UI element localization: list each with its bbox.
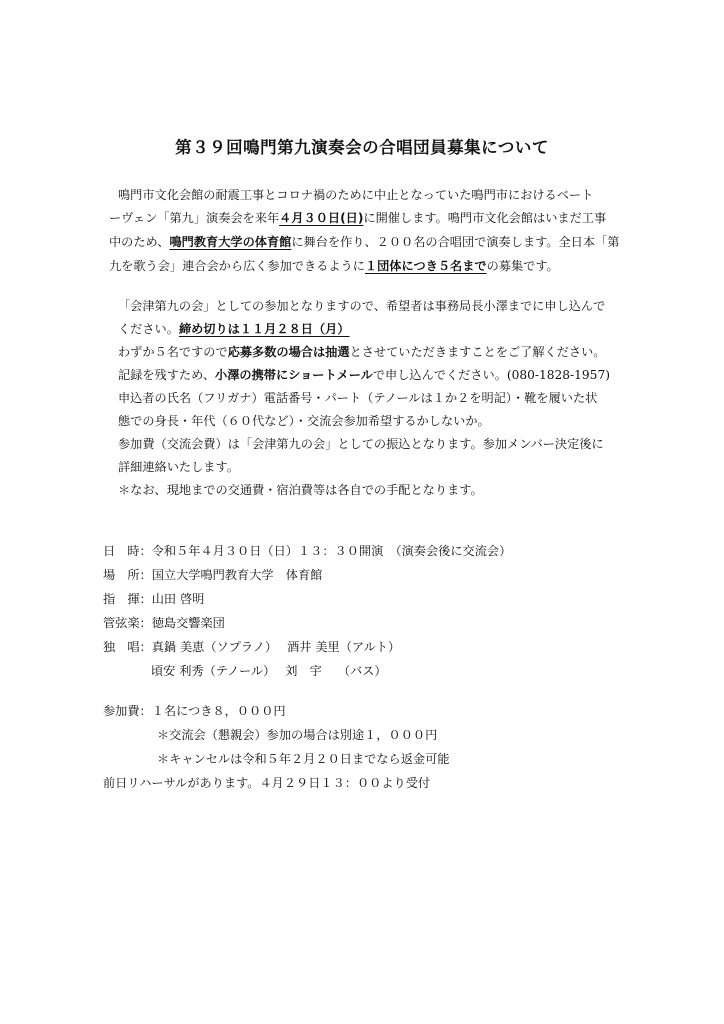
fee-line-1: 参加費：１名につき８，０００円: [103, 704, 286, 718]
fee-line-2: ＊交流会（懇親会）参加の場合は別途１，０００円: [157, 728, 438, 742]
intro-line-1: 鳴門市文化会館の耐震工事とコロナ禍のために中止となっていた鳴門市におけるベート: [118, 188, 594, 202]
intro-line-4: 九を歌う会」連合会から広く参加できるように１団体につき５名までの募集です。: [109, 259, 559, 273]
intro-line-2: ーヴェン「第九」演奏会を来年４月３０日(日)に開催します。鳴門市文化会館はいまだ工事: [109, 211, 607, 225]
notes-line-9: ＊なお、現地までの交通費・宿泊費等は各自での手配となります。: [118, 483, 483, 497]
info-datetime: 日 時：令和５年４月３０日（日）１３：３０開演 （演奏会後に交流会）: [103, 544, 512, 558]
intro-line-3: 中のため、鳴門教育大学の体育館に舞台を作り、２００名の合唱団で演奏します。全日本「第: [109, 235, 620, 249]
notes-line-3: わずか５名ですので応募多数の場合は抽選とさせていただきますことをご了解ください。: [118, 345, 606, 359]
deadline-highlight: 締め切りは１１月２８日（月）: [178, 322, 350, 336]
info-venue: 場 所：国立大学鳴門教育大学 体育館: [103, 568, 323, 582]
notes-line-4: 記録を残すため、小澤の携帯にショートメールで申し込んでください。(080-1828-1957): [118, 368, 610, 382]
info-conductor: 指 揮：山田 啓明: [103, 592, 205, 606]
info-soloists-2: 頃安 利秀（テノール） 刘 宇 （バス）: [151, 664, 387, 678]
document-title: 第３９回鳴門第九演奏会の合唱団員募集について: [175, 138, 549, 157]
notes-line-8: 詳細連絡いたします。: [118, 460, 239, 474]
info-soloists-1: 独 唱：真鍋 美恵（ソプラノ） 酒井 美里（アルト）: [103, 640, 401, 654]
venue-highlight: 鳴門教育大学の体育館: [169, 235, 292, 249]
lottery-highlight: 応募多数の場合は抽選: [227, 345, 350, 359]
notes-line-2: ください。締め切りは１１月２８日（月）: [118, 322, 350, 336]
contact-highlight: 小澤の携帯にショートメール: [215, 368, 373, 382]
notes-line-5: 申込者の氏名（フリガナ）電話番号・パート（テノールは１か２を明記）・靴を履いた状: [118, 391, 598, 405]
limit-highlight: １団体につき５名まで: [364, 259, 487, 273]
rehearsal-line: 前日リハーサルがあります。４月２９日１３：００より受付: [103, 776, 431, 790]
notes-line-7: 参加費（交流会費）は「会津第九の会」としての振込となります。参加メンバー決定後に: [118, 437, 604, 451]
fee-line-3: ＊キャンセルは令和５年２月２０日までなら返金可能: [157, 752, 450, 766]
info-orchestra: 管弦楽：徳島交響楽団: [103, 616, 225, 630]
concert-date-highlight: ４月３０日(日): [279, 211, 364, 225]
notes-line-6: 態での身長・年代（６０代など）・交流会参加希望するかしないか。: [118, 414, 490, 428]
notes-line-1: 「会津第九の会」としての参加となりますので、希望者は事務局長小澤までに申し込んで: [118, 299, 606, 313]
